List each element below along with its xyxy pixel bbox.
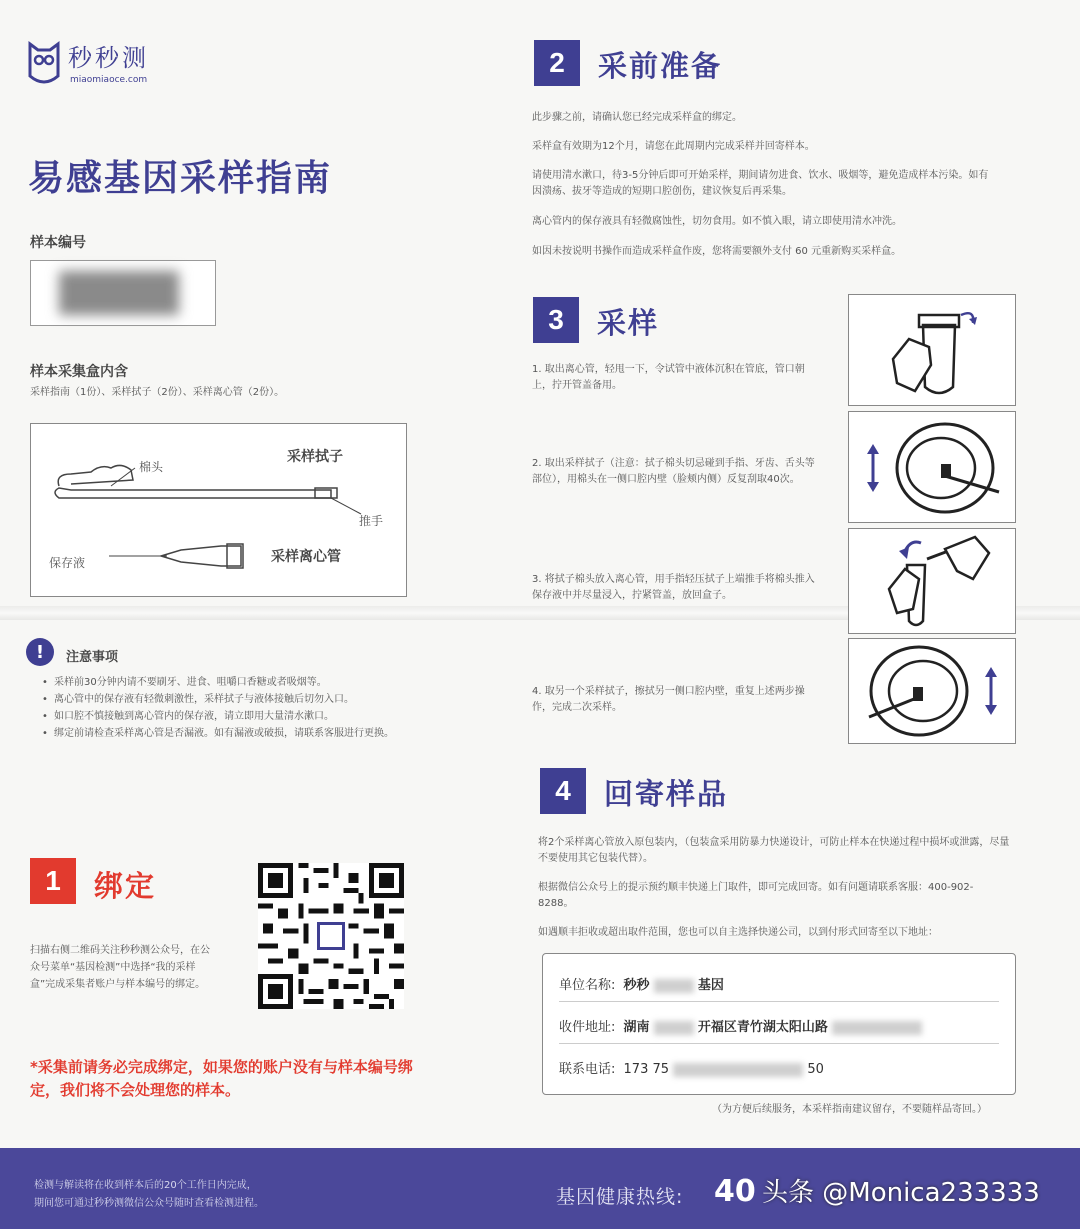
- qr-code-icon: [258, 863, 404, 1009]
- address-phone-row: [559, 1058, 999, 1085]
- step-2-para: 请使用清水漱口，待3-5分钟后即可开始采样，期间请勿进食、饮水、吸烟等，避免造成样本污染。如有因溃疡、拔牙等造成的短期口腔创伤，建议恢复后再采集。: [532, 170, 989, 197]
- phone-tail: 50: [807, 1062, 824, 1077]
- phone-label: 联系电话:: [559, 1062, 616, 1077]
- note-item: • 绑定前请检查采样离心管是否漏液。如有漏液或破损，请联系客服进行更换。: [40, 725, 400, 742]
- label-tube: 采样离心管: [271, 549, 341, 565]
- exclamation-icon: !: [26, 638, 54, 666]
- sample-id-box: [30, 260, 216, 326]
- swab-and-tube-drawing: [31, 424, 408, 598]
- step-2-title: 采前准备: [598, 49, 723, 83]
- kit-heading: 样本采集盒内含: [30, 364, 128, 380]
- redacted-unit: [654, 979, 694, 993]
- step-2-para: 采样盒有效期为12个月，请您在此周期内完成采样并回寄样本。: [532, 141, 815, 152]
- recv-mid: 开福区青竹湖太阳山路: [697, 1020, 828, 1035]
- brand-name: 秒秒测: [68, 44, 149, 72]
- sample-id-label: 样本编号: [30, 235, 86, 251]
- step-4-note: （为方便后续服务，本采样指南建议留存，不要随样品寄回。）: [712, 1104, 987, 1115]
- step-2-para: 如因未按说明书操作而造成采样盒作废，您将需要额外支付 60 元重新购买采样盒。: [532, 246, 902, 257]
- footer-line-2: 期间您可通过秒秒测微信公众号随时查看检测进程。: [34, 1198, 264, 1209]
- hotline-value: 40: [714, 1174, 756, 1209]
- step-2-para: 此步骤之前，请确认您已经完成采样盒的绑定。: [532, 112, 742, 123]
- recv-value: 湖南: [623, 1020, 650, 1035]
- label-liquid: 保存液: [49, 556, 86, 570]
- unit-tail: 基因: [697, 978, 724, 993]
- watermark-text: 头条 @Monica233333: [762, 1178, 1040, 1208]
- redacted-phone: [673, 1063, 803, 1077]
- step-2-number: 2: [534, 40, 580, 86]
- note-item: • 离心管中的保存液有轻微刺激性，采样拭子与液体接触后切勿入口。: [40, 691, 400, 708]
- step-3-item: 2. 取出采样拭子（注意：拭子棉头切忌碰到手指、牙齿、舌头等部位），用棉头在一侧口腔内壁（脸颊内侧）反复刮取40次。: [532, 458, 815, 485]
- kit-illustration: [30, 423, 407, 597]
- step-1-text: 扫描右侧二维码关注秒秒测公众号，在公众号菜单“基因检测”中选择“我的采样盒”完成采集者账户与样本编号的绑定。: [30, 945, 210, 990]
- label-swab-head: 棉头: [139, 460, 164, 474]
- recv-label: 收件地址:: [559, 1020, 616, 1035]
- return-address-box: [542, 953, 1016, 1095]
- illustration-swab-other-cheek: [848, 638, 1016, 744]
- step-3-item: 1. 取出离心管，轻甩一下，令试管中液体沉积在管底，管口朝上，拧开管盖备用。: [532, 364, 805, 391]
- step-4-para: 将2个采样离心管放入原包装内，（包装盒采用防暴力快递设计，可防止样本在快递过程中损坏或泄露，尽量不要使用其它包装代替）。: [538, 837, 1010, 864]
- label-pusher: 推手: [359, 514, 384, 528]
- step-1-title: 绑定: [94, 869, 157, 903]
- notes-list: [40, 674, 400, 742]
- note-item: • 如口腔不慎接触到离心管内的保存液，请立即用大量清水漱口。: [40, 708, 400, 725]
- footer-line-1: 检测与解读将在收到样本后的20个工作日内完成，: [34, 1180, 257, 1191]
- phone-value: 173 75: [623, 1062, 670, 1077]
- step-1-warning: *采集前请务必完成绑定，如果您的账户没有与样本编号绑定，我们将不会处理您的样本。: [30, 1058, 413, 1099]
- notes-heading: 注意事项: [66, 650, 119, 665]
- step-4-number: 4: [540, 768, 586, 814]
- mouth-swab-icon: [849, 412, 1015, 522]
- footer-bar: [0, 1148, 1080, 1229]
- owl-logo-icon: [26, 38, 62, 88]
- step-4-para: 根据微信公众号上的提示预约顺丰快递上门取件，即可完成回寄。如有问题请联系客服：400-902-8288。: [538, 882, 974, 909]
- illustration-open-tube: [848, 294, 1016, 406]
- label-swab: 采样拭子: [287, 449, 343, 465]
- address-recv-row: [559, 1016, 999, 1044]
- step-3-number: 3: [533, 297, 579, 343]
- step-4-para: 如遇顺丰拒收或超出取件范围，您也可以自主选择快递公司，以到付形式回寄至以下地址：: [538, 927, 938, 938]
- illustration-swab-cheek: [848, 411, 1016, 523]
- brand-logo: [26, 38, 166, 90]
- mouth-swab-other-side-icon: [849, 639, 1015, 743]
- illustration-insert-swab: [848, 528, 1016, 634]
- qr-code[interactable]: [258, 863, 404, 1009]
- step-3-item: 4. 取另一个采样拭子，擦拭另一侧口腔内壁，重复上述两步操作，完成二次采样。: [532, 686, 805, 713]
- step-3-title: 采样: [597, 306, 660, 340]
- step-4-title: 回寄样品: [604, 777, 729, 811]
- kit-contents: 采样指南（1份）、采样拭子（2份）、采样离心管（2份）。: [30, 387, 285, 398]
- step-2-para: 离心管内的保存液具有轻微腐蚀性，切勿食用。如不慎入眼，请立即使用清水冲洗。: [532, 216, 902, 227]
- step-3-item: 3. 将拭子棉头放入离心管，用手指轻压拭子上端推手将棉头推入保存液中并尽量浸入，拧紧管盖，放回盒子。: [532, 574, 815, 601]
- note-item: • 采样前30分钟内请不要刷牙、进食、咀嚼口香糖或者吸烟等。: [40, 674, 400, 691]
- step-1-number: 1: [30, 858, 76, 904]
- hotline-label: 基因健康热线:: [556, 1186, 684, 1208]
- unit-value: 秒秒: [623, 978, 650, 993]
- redacted-sample-id: [59, 271, 179, 315]
- redacted-recv: [654, 1021, 694, 1035]
- unit-label: 单位名称:: [559, 978, 616, 993]
- swab-into-tube-icon: [849, 529, 1015, 633]
- page-title: 易感基因采样指南: [28, 158, 333, 199]
- redacted-recv-tail: [832, 1021, 922, 1035]
- hand-opening-tube-icon: [849, 295, 1015, 405]
- brand-url: miaomiaoce.com: [70, 75, 148, 85]
- address-unit-row: [559, 974, 999, 1002]
